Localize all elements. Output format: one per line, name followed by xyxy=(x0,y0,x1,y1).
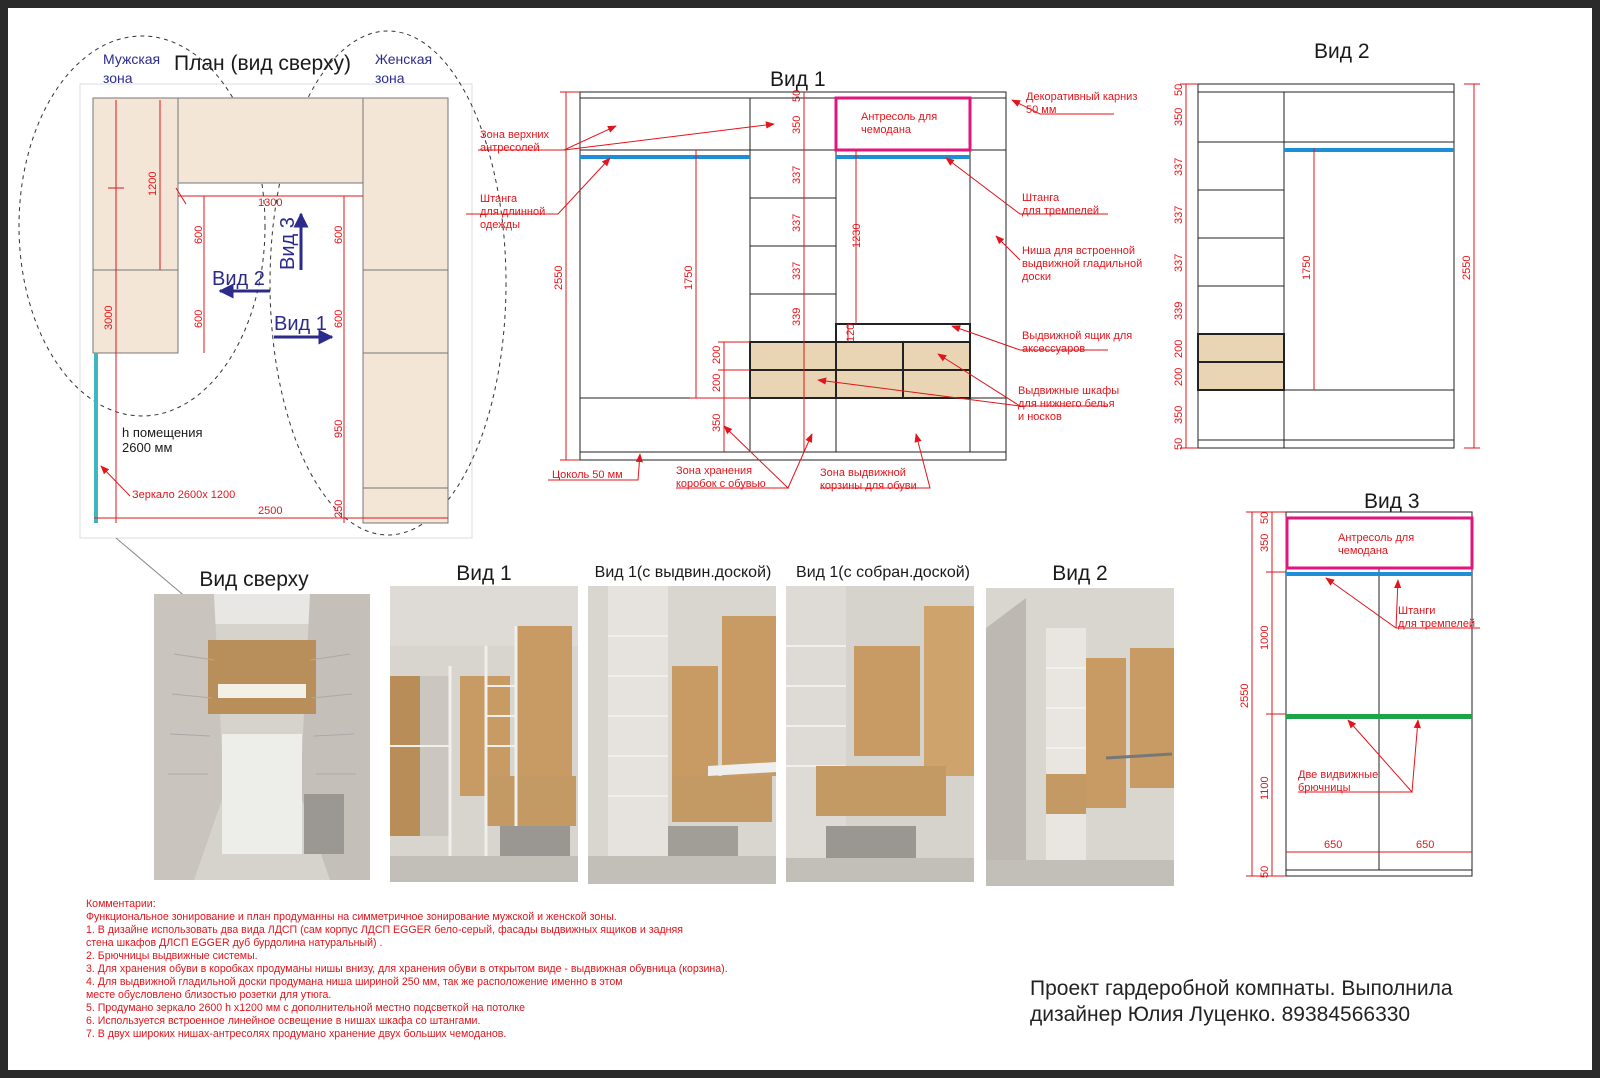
v1-dim-total: 2550 xyxy=(553,265,565,290)
view-3-rail-note xyxy=(1398,605,1475,630)
render-view-1 xyxy=(390,586,578,882)
note-accessory-1: Выдвижной ящик для xyxy=(1022,330,1133,342)
plan-cabinets xyxy=(93,98,448,523)
note-accessory-2: аксессуаров xyxy=(1022,343,1086,355)
v1-dim-50: 50 xyxy=(791,89,803,102)
render-view-1-graphic xyxy=(390,586,578,882)
v2-dim-337-b: 337 xyxy=(1173,205,1185,224)
v2-dim-350-a: 350 xyxy=(1173,107,1185,126)
v2-dim-339: 339 xyxy=(1173,301,1185,320)
note-underwear xyxy=(1018,385,1119,423)
room-height-note xyxy=(122,425,206,455)
mirror-note: Зеркало 2600х 1200 xyxy=(132,489,236,501)
comment-heading: Комментарии: xyxy=(86,898,156,910)
entresol-line-1: Антресоль для xyxy=(861,111,938,123)
view-1-drawers xyxy=(750,342,970,398)
note-shoe-basket-1: Зона выдвижной xyxy=(820,467,906,479)
v2-dim-200-a: 200 xyxy=(1173,339,1185,358)
v3-dim-50-a: 50 xyxy=(1259,511,1271,524)
credit-line-2: дизайнер Юлия Луценко. 89384566330 xyxy=(1030,1003,1411,1026)
female-zone-line-1: Женская xyxy=(375,51,433,67)
render-view-1-board-out xyxy=(588,586,776,884)
note-shoe-basket-2: корзины для обуви xyxy=(820,480,917,492)
dim-250: 250 xyxy=(333,499,345,518)
render-top-view-graphic xyxy=(154,594,370,880)
v2-dim-total: 2550 xyxy=(1461,255,1473,280)
note-hanger-rail xyxy=(1022,192,1099,217)
render-title-view-2: Вид 2 xyxy=(1052,562,1108,585)
dim-3000: 3000 xyxy=(103,305,115,330)
v1-dim-350: 350 xyxy=(791,115,803,134)
credit-line-1: Проект гардеробной компнаты. Выполнила xyxy=(1030,977,1453,1000)
comment-line: 2. Брючницы выдвижные системы. xyxy=(86,950,258,962)
note-cornice-1: Декоративный карниз xyxy=(1026,91,1138,103)
project-credit xyxy=(1030,976,1453,1028)
v2-dim-50-a: 50 xyxy=(1173,83,1185,96)
render-view-1-board-out-graphic xyxy=(588,586,776,884)
comment-line: Функциональное зонирование и план продуманны на симметричное зонирование мужской и женской зоны. xyxy=(86,911,617,923)
v3-rail-note-1: Штанги xyxy=(1398,605,1436,617)
v3-trouser-note-1: Две видвижные xyxy=(1298,769,1379,781)
v1-dim-1750: 1750 xyxy=(683,265,695,290)
dim-600-d: 600 xyxy=(333,309,345,328)
view-3-marker: Вид 3 xyxy=(277,217,299,270)
dim-1300: 1300 xyxy=(258,197,283,209)
view-2-marker: Вид 2 xyxy=(212,268,265,290)
v1-dim-339: 339 xyxy=(791,307,803,326)
drawing-sheet xyxy=(8,8,1592,1070)
female-zone-label xyxy=(375,51,436,86)
dim-600-a: 600 xyxy=(193,225,205,244)
room-height-line-1: h помещения xyxy=(122,425,203,440)
note-accessory-drawer xyxy=(1022,330,1132,355)
v2-dim-337-c: 337 xyxy=(1173,253,1185,272)
dim-2500: 2500 xyxy=(258,505,283,517)
view-3-trouser-rail xyxy=(1286,714,1472,719)
note-shoe-boxes-1: Зона хранения xyxy=(676,465,753,477)
v2-dim-337-a: 337 xyxy=(1173,157,1185,176)
v3-entresol-line-1: Антресоль для xyxy=(1338,532,1415,544)
note-cornice-2: 50 мм xyxy=(1026,104,1057,116)
v2-dim-1750: 1750 xyxy=(1301,255,1313,280)
view-3-entresol-label xyxy=(1338,532,1417,557)
v1-dim-337-c: 337 xyxy=(791,261,803,280)
view-2-drawers xyxy=(1198,334,1284,390)
note-long-rail-2: для длинной xyxy=(480,206,546,218)
render-view-2-graphic xyxy=(986,588,1174,886)
v3-dim-50-b: 50 xyxy=(1259,865,1271,878)
dim-600-b: 600 xyxy=(193,309,205,328)
note-plinth: Цоколь 50 мм xyxy=(552,469,623,481)
plan-title: План (вид сверху) xyxy=(174,52,351,75)
dim-1200: 1200 xyxy=(147,171,159,196)
plan-view xyxy=(19,31,506,604)
view-1-elevation xyxy=(466,68,1142,492)
note-shoe-boxes-2: коробок с обувью xyxy=(676,478,766,490)
v3-dim-1100: 1100 xyxy=(1259,776,1271,800)
comment-line: 4. Для выдвижной гладильной доски продумана ниша шириной 250 мм, так же расположение именно в этом xyxy=(86,976,623,988)
view-arrow-1 xyxy=(274,313,332,337)
note-shoe-basket xyxy=(820,467,917,492)
v1-dim-1230: 1230 xyxy=(851,223,863,248)
comment-line: 6. Используется встроенное линейное освещение в нишах шкафа со штангами. xyxy=(86,1015,481,1027)
v3-rail-note-2: для тремпелей xyxy=(1398,618,1476,630)
dim-600-c: 600 xyxy=(333,225,345,244)
comment-line: стена шкафов ДЛСП EGGER дуб бурдолина натуральный) . xyxy=(86,937,383,949)
view-2-carcass xyxy=(1198,84,1454,448)
male-zone-line-1: Мужская xyxy=(103,51,161,67)
view-3-elevation xyxy=(1239,490,1480,878)
view-2-dimension-lines xyxy=(1180,84,1480,448)
view-1-entresol-label xyxy=(861,111,940,136)
v2-dim-200-b: 200 xyxy=(1173,367,1185,386)
render-title-view-1-board-in: Вид 1(с собран.доской) xyxy=(796,564,970,581)
comment-line: 1. В дизайне использовать два вида ЛДСП (сам корпус ЛДСП EGGER бело-серый, фасады выдвижных ящиков и задняя xyxy=(86,924,683,936)
note-ironing-2: выдвижной гладильной xyxy=(1022,258,1143,270)
view-1-long-rail xyxy=(580,155,750,159)
note-upper-zone xyxy=(480,129,550,154)
view-1-title: Вид 1 xyxy=(770,68,826,91)
room-height-line-2: 2600 мм xyxy=(122,440,173,455)
note-hanger-rail-2: для тремпелей xyxy=(1022,205,1100,217)
note-ironing-3: доски xyxy=(1022,271,1051,283)
comment-line: 3. Для хранения обуви в коробках продуманы нишы внизу, для хранения обуви в открытом виде - выдвижная обувница (корзина). xyxy=(86,963,728,975)
note-underwear-2: для нижнего белья xyxy=(1018,398,1115,410)
note-cornice xyxy=(1026,91,1137,116)
v1-dim-200-a: 200 xyxy=(711,345,723,364)
note-shoe-boxes xyxy=(676,465,766,490)
render-view-1-board-in xyxy=(786,586,974,882)
note-hanger-rail-1: Штанга xyxy=(1022,192,1060,204)
comment-line: месте обусловлено близостью розетки для утюга. xyxy=(86,989,332,1001)
male-zone-label xyxy=(103,51,164,86)
view-arrow-2 xyxy=(212,268,270,291)
render-top-view xyxy=(154,594,370,880)
v3-dim-650-a: 650 xyxy=(1324,839,1343,851)
female-zone-line-2: зона xyxy=(375,70,405,86)
note-upper-zone-1: Зона верхних xyxy=(480,129,550,141)
note-underwear-1: Выдвижные шкафы xyxy=(1018,385,1120,397)
dim-950: 950 xyxy=(333,419,345,438)
comment-line: 5. Продумано зеркало 2600 h х1200 мм с дополнительной местно подсветкой на потолке xyxy=(86,1002,526,1014)
v3-dim-total: 2550 xyxy=(1239,683,1251,708)
render-title-top-view: Вид сверху xyxy=(199,568,309,591)
v1-dim-200-b: 200 xyxy=(711,373,723,392)
v3-dim-1000: 1000 xyxy=(1259,625,1271,650)
note-underwear-3: и носков xyxy=(1018,411,1062,423)
v3-dim-350: 350 xyxy=(1259,533,1271,552)
male-zone-line-2: зона xyxy=(103,70,133,86)
render-view-1-board-in-graphic xyxy=(786,586,974,882)
entresol-line-2: чемодана xyxy=(861,124,912,136)
note-upper-zone-2: антресолей xyxy=(480,142,540,154)
v2-dim-350-b: 350 xyxy=(1173,405,1185,424)
render-view-2 xyxy=(986,588,1174,886)
note-ironing-1: Ниша для встроенной xyxy=(1022,245,1135,257)
v2-dim-50-b: 50 xyxy=(1173,437,1185,450)
v3-dim-650-b: 650 xyxy=(1416,839,1435,851)
comment-line: 7. В двух широких нишах-антресолях продумано хранение двух больших чемоданов. xyxy=(86,1028,507,1040)
v1-dim-337-b: 337 xyxy=(791,213,803,232)
note-long-rail-3: одежды xyxy=(480,219,520,231)
view-1-marker: Вид 1 xyxy=(274,313,327,335)
view-2-rail xyxy=(1284,148,1454,152)
view-1-dimension-lines xyxy=(560,89,856,460)
mirror xyxy=(94,353,98,523)
view-2-elevation xyxy=(1173,40,1480,450)
v1-dim-350-b: 350 xyxy=(711,413,723,432)
view-2-dimension-labels xyxy=(1173,84,1473,450)
view-3-leader-lines xyxy=(1298,578,1480,792)
view-1-annotations xyxy=(480,91,1142,492)
note-long-rail xyxy=(480,193,545,231)
view-3-title: Вид 3 xyxy=(1364,490,1420,513)
note-ironing-niche xyxy=(1022,245,1142,283)
view-3-trouser-note xyxy=(1298,769,1381,794)
v3-entresol-line-2: чемодана xyxy=(1338,545,1389,557)
v3-trouser-note-2: брючницы xyxy=(1298,782,1351,794)
v1-dim-120: 120 xyxy=(845,323,857,342)
view-2-title: Вид 2 xyxy=(1314,40,1370,63)
v1-dim-337-a: 337 xyxy=(791,165,803,184)
comments-block xyxy=(86,898,906,1041)
render-title-view-1-board-out: Вид 1(с выдвин.доской) xyxy=(594,564,772,581)
render-title-view-1: Вид 1 xyxy=(456,562,512,585)
note-long-rail-1: Штанга xyxy=(480,193,518,205)
view-3-hanger-rail xyxy=(1286,572,1472,576)
view-arrow-3 xyxy=(277,214,301,270)
